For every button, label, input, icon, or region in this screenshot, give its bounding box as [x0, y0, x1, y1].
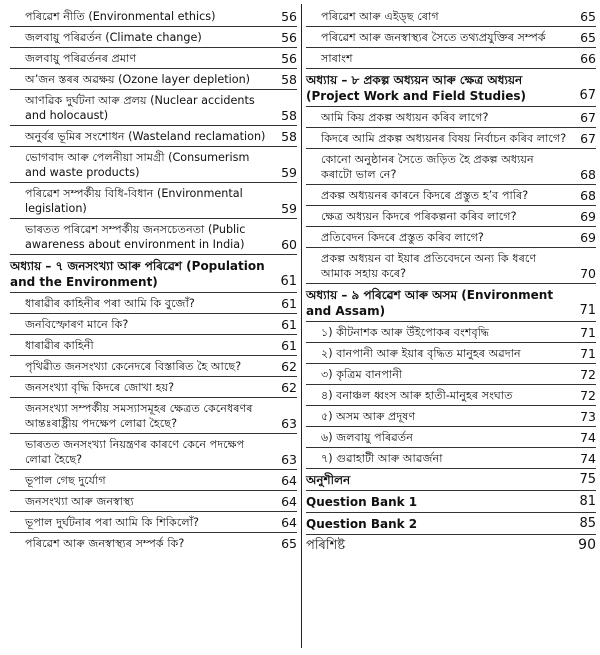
toc-entry: [306, 322, 596, 343]
toc-entry-title: প্ৰকল্প অধ্যয়নৰ কাৰনে কিদৰে প্ৰস্তুত হ’ব পাৰি?: [321, 189, 529, 202]
toc-entry-title: পৰিৱেশ আৰু জনস্বাস্থ্যৰ সৈতে তথ্যপ্ৰযুক্তিৰ সম্পৰ্ক: [321, 31, 546, 44]
toc-section-heading: [10, 255, 297, 293]
toc-page-number: 71: [579, 303, 596, 318]
toc-page-number: 67: [579, 88, 596, 103]
toc-left-column: [10, 6, 297, 553]
toc-entry-title: জনসংখ্যা সম্পৰ্কীয় সমস্যাসমূহৰ ক্ষেত্ৰত কেনেধৰণৰ আন্তঃৰাষ্ট্ৰীয় পদক্ষেপ লোৱা হৈছে?: [25, 402, 253, 430]
toc-entry-title: ১) কীটনাশক আৰু উঁইপোকৰ বংশবৃদ্ধি: [321, 326, 490, 339]
toc-entry-title: ভোগবাদ আৰু পেলনীয়া সামগ্ৰী (Consumerism and waste products): [25, 151, 250, 179]
toc-page-number: 72: [580, 388, 596, 403]
toc-page-number: 60: [281, 237, 297, 252]
toc-section-heading: [306, 535, 596, 555]
toc-page-number: 65: [580, 30, 596, 45]
toc-entry-title: ক্ষেত্ৰ অধ্যয়ন কিদৰে পৰিকল্পনা কৰিব লাগে?: [321, 210, 517, 223]
toc-page-number: 58: [281, 72, 297, 87]
toc-entry-title: পৰিশিষ্ট: [306, 538, 346, 553]
toc-page-number: 61: [281, 317, 297, 332]
toc-page-number: 72: [580, 367, 596, 382]
toc-entry: [10, 6, 297, 27]
toc-entry: [10, 27, 297, 48]
toc-page-number: 67: [580, 131, 596, 146]
toc-page-number: 56: [281, 9, 297, 24]
toc-entry: [306, 6, 596, 27]
toc-entry-title: সাৰাংশ: [321, 52, 353, 65]
toc-entry-title: প্ৰতিবেদন কিদৰে প্ৰস্তুত কৰিব লাগে?: [321, 231, 484, 244]
toc-entry-title: Question Bank 1: [306, 495, 418, 509]
toc-entry: [306, 128, 596, 149]
toc-page-number: 74: [580, 430, 596, 445]
toc-entry-title: ২) বানপানী আৰু ইয়াৰ বৃদ্ধিত মানুহৰ অৱদান: [321, 347, 521, 360]
toc-page-number: 59: [281, 165, 297, 180]
toc-right-column: [306, 6, 596, 555]
toc-page-number: 69: [580, 230, 596, 245]
toc-page-number: 68: [580, 167, 596, 182]
toc-page-number: 70: [580, 266, 596, 281]
toc-entry-title: ভাৰতত জনসংখ্যা নিয়ন্ত্ৰণৰ কাৰণে কেনে পদক্ষেপ লোৱা হৈছে?: [25, 438, 245, 466]
toc-entry-title: অনুৰ্বৰ ভূমিৰ সংশোধন (Wasteland reclamation): [25, 130, 266, 143]
toc-section-heading: [306, 513, 596, 535]
toc-entry: [306, 343, 596, 364]
toc-page-number: 56: [281, 30, 297, 45]
toc-entry-title: জলবায়ু পৰিৱৰ্তন (Climate change): [25, 31, 202, 44]
toc-entry: [306, 427, 596, 448]
toc-entry-title: পৰিৱেশ সম্পৰ্কীয় বিধি-বিধান (Environmental legislation): [25, 187, 243, 215]
toc-page-number: 61: [281, 296, 297, 311]
toc-entry: [306, 48, 596, 69]
toc-entry-title: ভূপাল দুৰ্ঘটনাৰ পৰা আমি কি শিকিলোঁ?: [25, 516, 199, 529]
toc-entry: [306, 107, 596, 128]
toc-entry: [10, 183, 297, 219]
toc-entry-title: অ’জন স্তৰৰ অৱক্ষয় (Ozone layer depletion): [25, 73, 251, 86]
toc-entry: [10, 219, 297, 255]
toc-page-number: 58: [281, 108, 297, 123]
toc-entry-title: জলবায়ু পৰিৱৰ্তনৰ প্ৰমাণ: [25, 52, 137, 65]
toc-entry: [10, 335, 297, 356]
toc-entry-title: ৫) অসম আৰু প্ৰদূষণ: [321, 410, 416, 423]
toc-entry-title: ৬) জলবায়ু পৰিৱৰ্তন: [321, 431, 413, 444]
toc-entry: [10, 293, 297, 314]
toc-page-number: 61: [281, 338, 297, 353]
toc-page-number: 63: [281, 452, 297, 467]
toc-entry: [306, 406, 596, 427]
toc-entry-title: অধ্যায় – ৭ জনসংখ্যা আৰু পৰিৱেশ (Population and the Environment): [10, 259, 265, 289]
toc-page-number: 67: [580, 110, 596, 125]
toc-page-number: 71: [580, 346, 596, 361]
toc-entry: [10, 356, 297, 377]
toc-entry: [306, 364, 596, 385]
toc-entry: [306, 227, 596, 248]
toc-page-number: 64: [281, 494, 297, 509]
toc-page-number: 61: [280, 274, 297, 289]
toc-page-number: 90: [578, 537, 596, 553]
toc-entry-title: ৪) বনাঞ্চল ধ্বংস আৰু হাতী-মানুহৰ সংঘাত: [321, 389, 513, 402]
toc-entry-title: পৃথিৱীত জনসংখ্যা কেনেদৰে বিস্তাৰিত হৈ আছে?: [25, 360, 242, 373]
toc-entry: [10, 314, 297, 335]
toc-entry-title: ভূপাল গেছ দুৰ্যোগ: [25, 474, 106, 487]
toc-entry: [306, 248, 596, 284]
toc-entry-title: পৰিৱেশ নীতি (Environmental ethics): [25, 10, 216, 23]
toc-page-number: 71: [580, 325, 596, 340]
toc-page-number: 69: [580, 209, 596, 224]
column-divider: [301, 4, 302, 648]
toc-page-number: 73: [580, 409, 596, 424]
toc-entry-title: ৭) গুৱাহাটী আৰু আৱৰ্জনা: [321, 452, 443, 465]
toc-entry: [306, 185, 596, 206]
toc-page-number: 56: [281, 51, 297, 66]
toc-entry-title: কিদৰে আমি প্ৰকল্প অধ্যয়নৰ বিষয় নিৰ্বাচন কৰিব লাগে?: [321, 132, 567, 145]
toc-entry-title: পৰিৱেশ আৰু জনস্বাস্থ্যৰ সম্পৰ্ক কি?: [25, 537, 185, 550]
toc-entry-title: আণৱিক দুৰ্ঘটনা আৰু প্ৰলয় (Nuclear accidents and holocaust): [25, 94, 255, 122]
toc-page-number: 63: [281, 416, 297, 431]
toc-entry: [10, 533, 297, 553]
toc-page-number: 64: [281, 473, 297, 488]
toc-entry: [10, 491, 297, 512]
toc-page-number: 85: [579, 516, 596, 531]
toc-entry: [10, 434, 297, 470]
toc-entry: [10, 470, 297, 491]
toc-entry: [10, 69, 297, 90]
toc-entry-title: ধাৰাৱীৰ কাহিনী: [25, 339, 94, 352]
toc-page-number: 68: [580, 188, 596, 203]
toc-section-heading: [306, 469, 596, 491]
toc-page-number: 62: [281, 359, 297, 374]
toc-entry: [10, 512, 297, 533]
toc-page-number: 75: [579, 472, 596, 487]
toc-entry: [306, 206, 596, 227]
toc-entry: [306, 385, 596, 406]
toc-entry-title: কোনো অনুষ্ঠানৰ সৈতে জড়িত হৈ প্ৰকল্প অধ্যয়ন কৰাটো ভাল নে?: [321, 153, 534, 181]
toc-page-number: 65: [580, 9, 596, 24]
toc-page-number: 65: [281, 536, 297, 551]
toc-entry-title: অধ্যায় – ৯ পৰিৱেশ আৰু অসম (Environment and Assam): [306, 288, 554, 318]
toc-entry-title: অনুশীলন: [306, 473, 351, 487]
toc-entry-title: অধ্যায় – ৮ প্ৰকল্প অধ্যয়ন আৰু ক্ষেত্ৰ অধ্যয়ন (Project Work and Field Studies): [306, 73, 526, 103]
toc-page-number: 81: [579, 494, 596, 509]
toc-page-number: 58: [281, 129, 297, 144]
toc-entry: [306, 27, 596, 48]
toc-section-heading: [306, 284, 596, 322]
toc-entry: [10, 147, 297, 183]
toc-entry: [10, 377, 297, 398]
toc-section-heading: [306, 491, 596, 513]
toc-entry-title: জনসংখ্যা বৃদ্ধি কিদৰে জোখা হয়?: [25, 381, 175, 394]
toc-entry-title: প্ৰকল্প অধ্যয়ন বা ইয়াৰ প্ৰতিবেদনে অন্য কি ধৰণে আমাক সহায় কৰে?: [321, 252, 537, 280]
toc-entry: [10, 398, 297, 434]
toc-page-number: 62: [281, 380, 297, 395]
toc-page-number: 64: [281, 515, 297, 530]
toc-entry: [306, 448, 596, 469]
toc-entry-title: Question Bank 2: [306, 517, 418, 531]
toc-entry-title: ভাৰতত পৰিৱেশ সম্পৰ্কীয় জনসচেতনতা (Public awareness about environment in India): [25, 223, 246, 251]
toc-entry: [10, 90, 297, 126]
toc-entry-title: পৰিৱেশ আৰু এইড্‌ছ ৰোগ: [321, 10, 439, 23]
toc-page-number: 74: [580, 451, 596, 466]
toc-page-number: 59: [281, 201, 297, 216]
toc-entry-title: ধাৰাৱীৰ কাহিনীৰ পৰা আমি কি বুজোঁ?: [25, 297, 195, 310]
toc-page-number: 66: [580, 51, 596, 66]
toc-entry-title: ৩) কৃত্ৰিম বানপানী: [321, 368, 403, 381]
toc-entry-title: জনসংখ্যা আৰু জনস্বাস্থ্য: [25, 495, 134, 508]
toc-entry: [306, 149, 596, 185]
toc-entry-title: জনবিস্ফোৰণ মানে কি?: [25, 318, 129, 331]
toc-section-heading: [306, 69, 596, 107]
toc-entry: [10, 126, 297, 147]
toc-entry-title: আমি কিয় প্ৰকল্প অধ্যয়ন কৰিব লাগে?: [321, 111, 489, 124]
toc-entry: [10, 48, 297, 69]
